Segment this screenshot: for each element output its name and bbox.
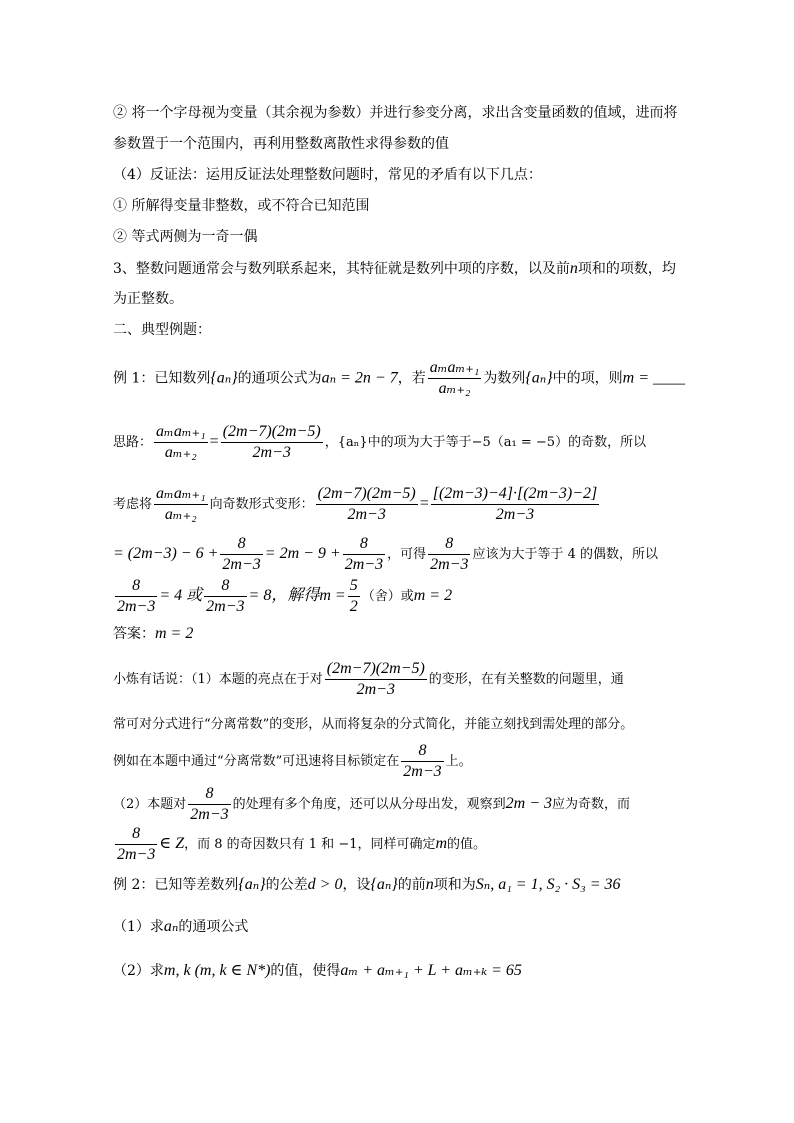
math: m, k (m, k ∈ N*) bbox=[163, 962, 271, 979]
numerator: (2m−7)(2m−5) bbox=[316, 484, 418, 505]
text: （舍）或 bbox=[361, 589, 414, 604]
answer-value: m = 2 bbox=[155, 625, 194, 642]
numerator: [(2m−3)−4]·[(2m−3)−2] bbox=[431, 484, 600, 505]
denominator: aₘ₊₂ bbox=[164, 506, 197, 523]
math: m = 2 bbox=[413, 587, 453, 604]
example-2-part-2 bbox=[113, 962, 522, 980]
numerator: 8 bbox=[220, 534, 262, 555]
math: = 4 或 bbox=[159, 587, 203, 604]
denominator: 2m−3 bbox=[356, 681, 395, 698]
text: ，若 bbox=[397, 370, 426, 387]
solution-line-3 bbox=[113, 532, 658, 577]
math: m bbox=[435, 835, 448, 852]
paragraph-point-1: ① 所解得变量非整数，或不符合已知范围 bbox=[113, 198, 370, 214]
text: 应为奇数，而 bbox=[552, 797, 631, 812]
numerator: aₘaₘ₊₁ bbox=[428, 358, 482, 379]
equals: = bbox=[419, 495, 429, 512]
denominator: aₘ₊₂ bbox=[438, 380, 471, 397]
math: Sₙ, a₁ = 1, S₂ · S₃ = 36 bbox=[475, 876, 621, 893]
remark-line-2: 常可对分式进行“分离常数”的变形，从而将复杂的分式简化，并能立刻找到需处理的部分。 bbox=[113, 717, 634, 732]
text: ，而 8 的奇因数只有 1 和 −1，同样可确定 bbox=[184, 837, 436, 852]
denominator: 2m−3 bbox=[222, 556, 261, 573]
paragraph-sequence-b: 为正整数。 bbox=[113, 291, 183, 307]
remark-line-3 bbox=[113, 740, 472, 784]
fraction bbox=[428, 358, 482, 399]
math: = 8，解得 bbox=[248, 587, 320, 604]
fraction bbox=[221, 422, 323, 463]
numerator: 8 bbox=[343, 534, 385, 555]
label: 思路： bbox=[113, 435, 153, 450]
numerator: 8 bbox=[428, 534, 470, 555]
text: 向奇数形式变形： bbox=[209, 497, 314, 512]
label: 考虑将 bbox=[113, 497, 153, 512]
example-2-part-1 bbox=[113, 918, 248, 936]
answer-line bbox=[113, 625, 193, 643]
text: 3、整数问题通常会与数列联系起来，其特征就是数列中项的序数，以及前 bbox=[113, 261, 570, 277]
math: = 2m − 9 + bbox=[264, 545, 341, 562]
remark-line-1 bbox=[113, 658, 624, 702]
text: 的通项公式为 bbox=[237, 370, 322, 387]
denominator: 2m−3 bbox=[495, 506, 535, 523]
text: 例如在本题中通过“分离常数”可迅速将目标锁定在 bbox=[113, 754, 400, 769]
text: （2）本题对 bbox=[113, 797, 187, 812]
math: aₙ bbox=[163, 918, 179, 935]
fraction bbox=[154, 484, 208, 525]
denominator: 2m−3 bbox=[347, 506, 386, 523]
numerator: 8 bbox=[204, 576, 246, 597]
solution-line-2 bbox=[113, 482, 601, 527]
math: 2m − 3 bbox=[505, 795, 553, 812]
numerator: 5 bbox=[348, 576, 360, 597]
numerator: aₘaₘ₊₁ bbox=[154, 422, 208, 443]
fraction bbox=[188, 784, 230, 825]
math: {aₙ} bbox=[238, 876, 266, 893]
denominator: 2 bbox=[349, 598, 358, 615]
denominator: 2m−3 bbox=[117, 598, 156, 615]
text: 应该为大于等于 4 的偶数，所以 bbox=[472, 547, 658, 562]
text: ，可得 bbox=[387, 547, 427, 562]
remark-line-4 bbox=[113, 782, 630, 827]
paragraph-sequence-a bbox=[113, 260, 676, 278]
text: ，{aₙ}中的项为大于等于−5（a₁ = −5）的奇数，所以 bbox=[324, 435, 647, 450]
denominator: 2m−3 bbox=[430, 556, 469, 573]
denominator: 2m−3 bbox=[190, 806, 229, 823]
equals: = bbox=[209, 433, 219, 450]
denominator: 2m−3 bbox=[117, 846, 156, 863]
text: 为数列 bbox=[483, 370, 526, 387]
example-1-question bbox=[113, 358, 685, 399]
numerator: 8 bbox=[188, 784, 230, 805]
numerator: 8 bbox=[115, 824, 157, 845]
math: ∈ Z bbox=[159, 835, 185, 852]
denominator: aₘ₊₂ bbox=[164, 444, 197, 461]
fraction bbox=[316, 484, 418, 525]
math: {aₙ} bbox=[370, 876, 398, 893]
numerator: aₘaₘ₊₁ bbox=[154, 484, 208, 505]
text: 例 1：已知数列 bbox=[113, 370, 211, 387]
paragraph-method-2b: 参数置于一个范围内，再利用整数离散性求得参数的值 bbox=[113, 136, 449, 152]
text: 的值，使得 bbox=[270, 963, 341, 979]
math: {aₙ} bbox=[525, 369, 553, 387]
math: {aₙ} bbox=[210, 369, 238, 387]
fraction bbox=[154, 422, 208, 463]
text: 中的项，则 bbox=[552, 370, 623, 387]
text: 的变形，在有关整数的问题里，通 bbox=[428, 672, 624, 687]
math: m = bbox=[319, 587, 346, 604]
solution-line-1 bbox=[113, 420, 646, 465]
math: = (2m−3) − 6 + bbox=[113, 545, 219, 562]
section-heading: 二、典型例题： bbox=[113, 322, 211, 338]
text: 的处理有多个角度，还可以从分母出发，观察到 bbox=[232, 797, 506, 812]
fraction bbox=[325, 659, 427, 700]
numerator: 8 bbox=[115, 576, 157, 597]
text: ，设 bbox=[342, 877, 371, 893]
text: 项和为 bbox=[433, 877, 476, 893]
fraction bbox=[343, 534, 385, 575]
fraction bbox=[431, 484, 600, 525]
answer-label: 答案： bbox=[113, 626, 155, 642]
solution-line-4 bbox=[113, 574, 452, 619]
numerator: (2m−7)(2m−5) bbox=[325, 659, 427, 680]
text: 例 2：已知等差数列 bbox=[113, 877, 239, 893]
fraction bbox=[115, 576, 157, 617]
text: （1）求 bbox=[113, 919, 164, 935]
text: 的公差 bbox=[265, 877, 308, 893]
fraction bbox=[220, 534, 262, 575]
math: aₙ = 2n − 7 bbox=[321, 369, 398, 387]
text: 的值。 bbox=[447, 837, 487, 852]
text: 的前 bbox=[397, 877, 426, 893]
text: 上。 bbox=[445, 754, 472, 769]
numerator: (2m−7)(2m−5) bbox=[221, 422, 323, 443]
math-n: n bbox=[569, 260, 578, 277]
math: aₘ + aₘ₊₁ + L + aₘ₊ₖ = 65 bbox=[340, 962, 522, 979]
remark-line-5 bbox=[113, 822, 486, 867]
denominator: 2m−3 bbox=[344, 556, 384, 573]
math: d > 0 bbox=[307, 876, 343, 893]
paragraph-contradiction: （4）反证法：运用反证法处理整数问题时，常见的矛盾有以下几点： bbox=[113, 167, 542, 183]
math: n bbox=[425, 876, 434, 893]
fraction bbox=[204, 576, 246, 617]
fraction bbox=[428, 534, 470, 575]
denominator: 2m−3 bbox=[403, 763, 442, 780]
answer-blank: m = ____ bbox=[622, 369, 685, 387]
paragraph-point-2: ② 等式两侧为一奇一偶 bbox=[113, 229, 258, 245]
numerator: 8 bbox=[401, 741, 443, 762]
text: （2）求 bbox=[113, 963, 164, 979]
denominator: 2m−3 bbox=[252, 444, 291, 461]
text: 小炼有话说：（1）本题的亮点在于对 bbox=[113, 672, 323, 687]
paragraph-method-2a: ② 将一个字母视为变量（其余视为参数）并进行参变分离，求出含变量函数的值域，进而将 bbox=[113, 105, 678, 121]
fraction bbox=[115, 824, 157, 865]
example-2-question bbox=[113, 876, 620, 894]
fraction bbox=[401, 741, 443, 782]
text: 项和的项数，均 bbox=[577, 261, 676, 277]
text: 的通项公式 bbox=[178, 919, 249, 935]
denominator: 2m−3 bbox=[206, 598, 245, 615]
fraction bbox=[348, 576, 360, 617]
